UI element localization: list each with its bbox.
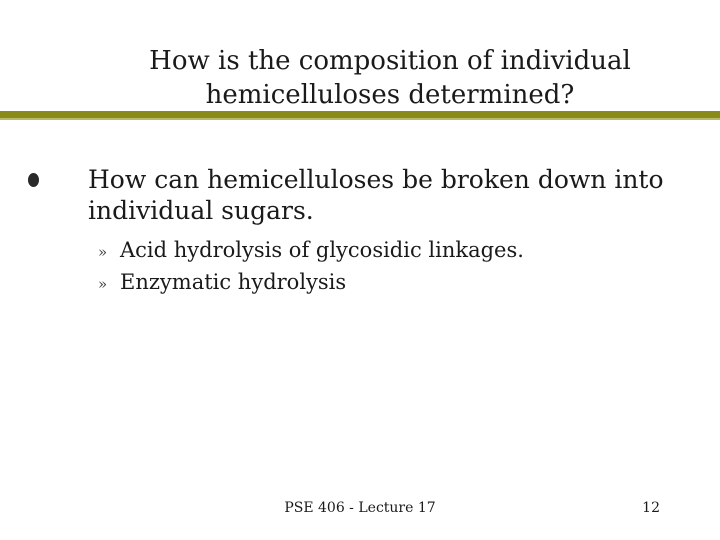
title-line-2: hemicelluloses determined? (205, 80, 575, 110)
sub-bullet-list (98, 236, 678, 300)
title-divider-shadow (0, 118, 720, 120)
double-chevron-icon: » (98, 275, 108, 293)
bullet-dot-icon (28, 173, 39, 187)
sub-bullet-text: Acid hydrolysis of glycosidic linkages. (120, 238, 524, 262)
title-divider (0, 111, 720, 118)
main-bullet (28, 164, 678, 226)
main-bullet-text: How can hemicelluloses be broken down into individual sugars. (88, 165, 664, 225)
double-chevron-icon: » (98, 243, 108, 261)
sub-bullet-item (98, 236, 678, 268)
page-number: 12 (642, 500, 660, 516)
sub-bullet-item (98, 268, 678, 300)
slide-title (110, 44, 670, 112)
slide-footer: PSE 406 - Lecture 17 (284, 500, 436, 516)
title-line-1: How is the composition of individual (149, 46, 631, 76)
sub-bullet-text: Enzymatic hydrolysis (120, 270, 347, 294)
